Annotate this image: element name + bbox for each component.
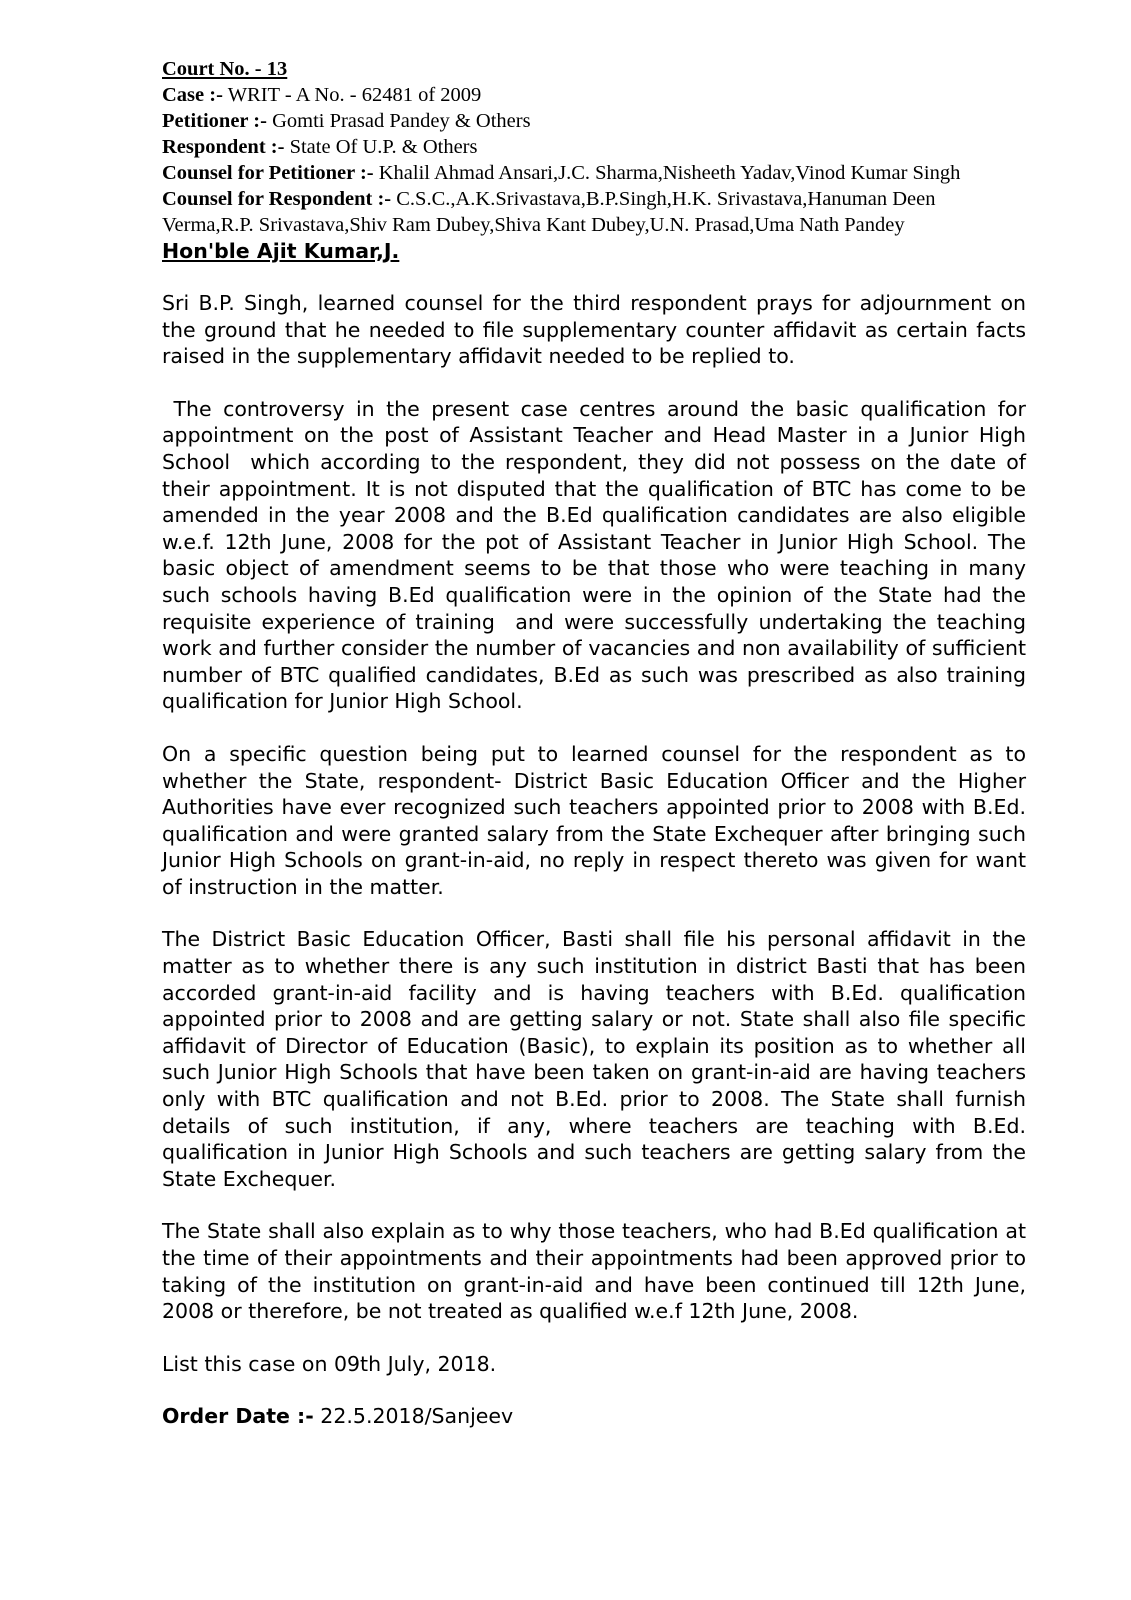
paragraph-adjournment: Sri B.P. Singh, learned counsel for the third respondent prays for adjournment on the ground that he needed to file supplementary counter affidavit as certain facts raised in the supplementary affidavit needed to be replied to. <box>162 291 1026 369</box>
case-header <box>162 56 1026 238</box>
petitioner-label: Petitioner :- <box>162 110 267 132</box>
respondent-label: Respondent :- <box>162 136 285 158</box>
petitioner-value: Gomti Prasad Pandey & Others <box>272 110 531 132</box>
counsel-petitioner-label: Counsel for Petitioner :- <box>162 162 374 184</box>
case-label: Case :- <box>162 84 223 106</box>
paragraph-affidavit-direction: The District Basic Education Officer, Basti shall file his personal affidavit in the matter as to whether there is any such institution in district Basti that has been accorded grant-in-aid facility and is having teachers with B.Ed. qualification appointed prior to 2008 and are getting salary or not. State shall also file specific affidavit of Director of Education (Basic), to explain its position as to whether all such Junior High Schools that have been taken on grant-in-aid are having teachers only with BTC qualification and not B.Ed. prior to 2008. The State shall furnish details of such institution, if any, where teachers are teaching with B.Ed. qualification in Junior High Schools and such teachers are getting salary from the State Exchequer. <box>162 927 1026 1191</box>
paragraph-state-explain: The State shall also explain as to why those teachers, who had B.Ed qualification at the time of their appointments and their appointments had been approved prior to taking of the institution on grant-in-aid and have been continued till 12th June, 2008 or therefore, be not treated as qualified w.e.f 12th June, 2008. <box>162 1219 1026 1324</box>
order-date-value: 22.5.2018/Sanjeev <box>320 1404 514 1429</box>
counsel-respondent-row <box>162 186 1026 238</box>
case-row <box>162 82 1026 108</box>
court-number-row <box>162 56 1026 82</box>
respondent-value: State Of U.P. & Others <box>289 136 478 158</box>
counsel-respondent-value: C.S.C.,A.K.Srivastava,B.P.Singh,H.K. Srivastava,Hanuman Deen Verma,R.P. Srivastava,Shiv Ram Dubey,Shiva Kant Dubey,U.N. Prasad,Uma Nath Pandey <box>162 188 936 236</box>
paragraph-controversy: The controversy in the present case centres around the basic qualification for appointment on the post of Assistant Teacher and Head Master in a Junior High School which according to the respondent, they did not possess on the date of their appointment. It is not disputed that the qualification of BTC has come to be amended in the year 2008 and the B.Ed qualification candidates are also eligible w.e.f. 12th June, 2008 for the pot of Assistant Teacher in Junior High School. The basic object of amendment seems to be that those who were teaching in many such schools having B.Ed qualification were in the opinion of the State had the requisite experience of training and were successfully undertaking the teaching work and further consider the number of vacancies and non availability of sufficient number of BTC qualified candidates, B.Ed as such was prescribed as also training qualification for Junior High School. <box>162 396 1033 714</box>
counsel-petitioner-value: Khalil Ahmad Ansari,J.C. Sharma,Nisheeth Yadav,Vinod Kumar Singh <box>378 162 961 184</box>
order-date-row <box>162 1403 1026 1430</box>
petitioner-row <box>162 108 1026 134</box>
paragraph-specific-question: On a specific question being put to learned counsel for the respondent as to whether the State, respondent- District Basic Education Officer and the Higher Authorities have ever recognized such teachers appointed prior to 2008 with B.Ed. qualification and were granted salary from the State Exchequer after bringing such Junior High Schools on grant-in-aid, no reply in respect thereto was given for want of instruction in the matter. <box>162 741 1026 899</box>
case-value: WRIT - A No. - 62481 of 2009 <box>227 84 482 106</box>
counsel-respondent-label: Counsel for Respondent :- <box>162 188 392 210</box>
paragraph-listing: List this case on 09th July, 2018. <box>162 1351 497 1376</box>
judge-name: Hon'ble Ajit Kumar,J. <box>162 239 400 263</box>
order-date-label: Order Date :- <box>162 1404 314 1429</box>
court-number: Court No. - 13 <box>162 58 288 80</box>
respondent-row <box>162 134 1026 160</box>
counsel-petitioner-row <box>162 160 1026 186</box>
document-page <box>162 56 1033 1430</box>
